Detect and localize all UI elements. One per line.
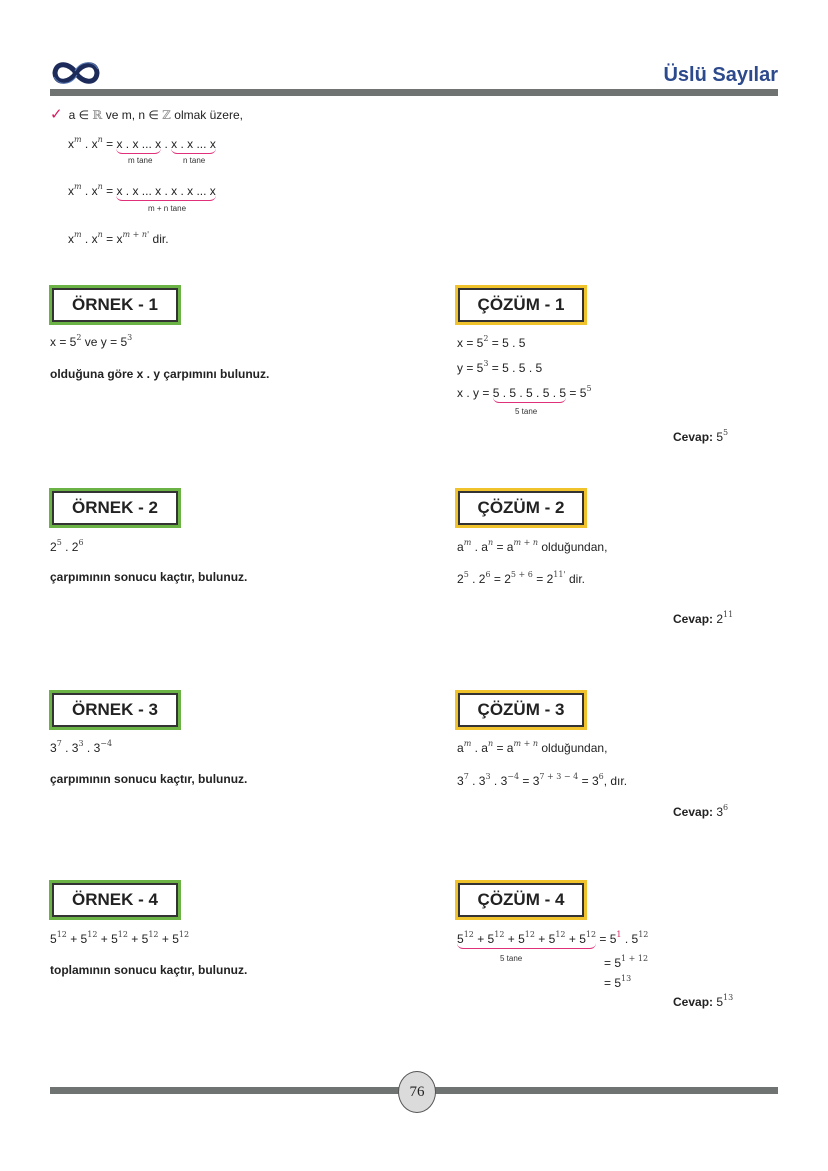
example-1-question: olduğuna göre x . y çarpımını bulunuz. [50, 367, 270, 381]
solution-3-line-2: $3^7$ . $3^3$ . $3^{-4} = 3^{7 + 3 - 4} = 3^6$, dır. [457, 772, 628, 788]
example-4-expression: $5^{12} + 5^{12} + 5^{12} + 5^{12} + 5^{12}$ [50, 930, 190, 946]
solution-2-line-1: $a^m$ . $a^n = a^{m + n}$ olduğundan, [457, 538, 608, 554]
example-2-expression: $2^5$ . $2^6$ [50, 538, 84, 554]
example-1-title: ÖRNEK - 1 [52, 288, 178, 322]
example-3-question: çarpımının sonucu kaçtır, bulunuz. [50, 772, 248, 786]
solution-1-title: ÇÖZÜM - 1 [458, 288, 584, 322]
label-m-tane: m tane [128, 156, 153, 165]
solution-4-line-1: $5^{12} + 5^{12} + 5^{12} + 5^{12} + 5^{12} = 5^1$ . $5^{12}$ [457, 930, 649, 946]
example-4-question: toplamının sonucu kaçtır, bulunuz. [50, 963, 248, 977]
solution-3-answer: Cevap: $3^6$ [673, 803, 729, 819]
solution-1-answer: Cevap: $5^5$ [673, 428, 729, 444]
underbrace-5-tane: 5 . 5 . 5 . 5 . 5 [492, 386, 567, 400]
example-3-expression: $3^7$ . $3^3$ . $3^{-4}$ [50, 739, 113, 755]
underbrace-mn: x . x ... x . x . x ... x [116, 184, 216, 198]
infinity-logo-icon [50, 58, 102, 88]
solution-2-answer: Cevap: $2^{11}$ [673, 610, 734, 626]
header-divider [50, 89, 778, 96]
solution-1-line-3: x . y = 5 . 5 . 5 . 5 . $5 = 5^5$ [457, 384, 592, 400]
example-2-question: çarpımının sonucu kaçtır, bulunuz. [50, 570, 248, 584]
solution-4-line-3: = $5^{13}$ [604, 974, 632, 990]
solution-2-line-2: $2^5$ . $2^6 = 2^{5 + 6} = 2^{11'}$ dir. [457, 570, 585, 586]
solution-1-under-label: 5 tane [515, 407, 538, 416]
solution-1-line-2: $y = 5^3 = 5$ . 5 . 5 [457, 359, 543, 375]
example-4-title: ÖRNEK - 4 [52, 883, 178, 917]
solution-4-line-2: = $5^{1 + 12}$ [604, 954, 649, 970]
solution-3-line-1: $a^m$ . $a^n = a^{m + n}$ olduğundan, [457, 739, 608, 755]
rule-line-3: $x^m$ . $x^n = x^{m + n'}$ dir. [68, 230, 169, 246]
page-number: 76 [398, 1071, 436, 1113]
checkmark-icon: ✓ [50, 106, 63, 123]
solution-1-line-1: $x = 5^2 = 5$ . 5 [457, 334, 526, 350]
solution-4-under-label: 5 tane [500, 954, 523, 963]
rule-line-1: $x^m$ . $x^n = x$ . x ... x . x . x ... x [68, 135, 216, 151]
label-m-plus-n-tane: m + n tane [148, 204, 187, 213]
underbrace-n: x . x ... x [171, 137, 216, 151]
rule-intro: ✓ a ∈ ℝ ve m, n ∈ ℤ olmak üzere, [50, 106, 243, 123]
solution-4-title: ÇÖZÜM - 4 [458, 883, 584, 917]
label-n-tane: n tane [183, 156, 206, 165]
underbrace-m: x . x ... x [116, 137, 162, 151]
solution-3-title: ÇÖZÜM - 3 [458, 693, 584, 727]
rule-line-2: $x^m$ . $x^n = x$ . x ... x . x . x ... x [68, 182, 216, 198]
solution-2-title: ÇÖZÜM - 2 [458, 491, 584, 525]
page-title: Üslü Sayılar [663, 64, 778, 86]
solution-4-answer: Cevap: $5^{13}$ [673, 993, 734, 1009]
example-1-expression: $x = 5^2$ ve $y = 5^3$ [50, 333, 133, 349]
underbrace-5-tane: $5^{12} + 5^{12} + 5^{12} + 5^{12} + 5^{12}$ [457, 930, 597, 946]
example-2-title: ÖRNEK - 2 [52, 491, 178, 525]
example-3-title: ÖRNEK - 3 [52, 693, 178, 727]
